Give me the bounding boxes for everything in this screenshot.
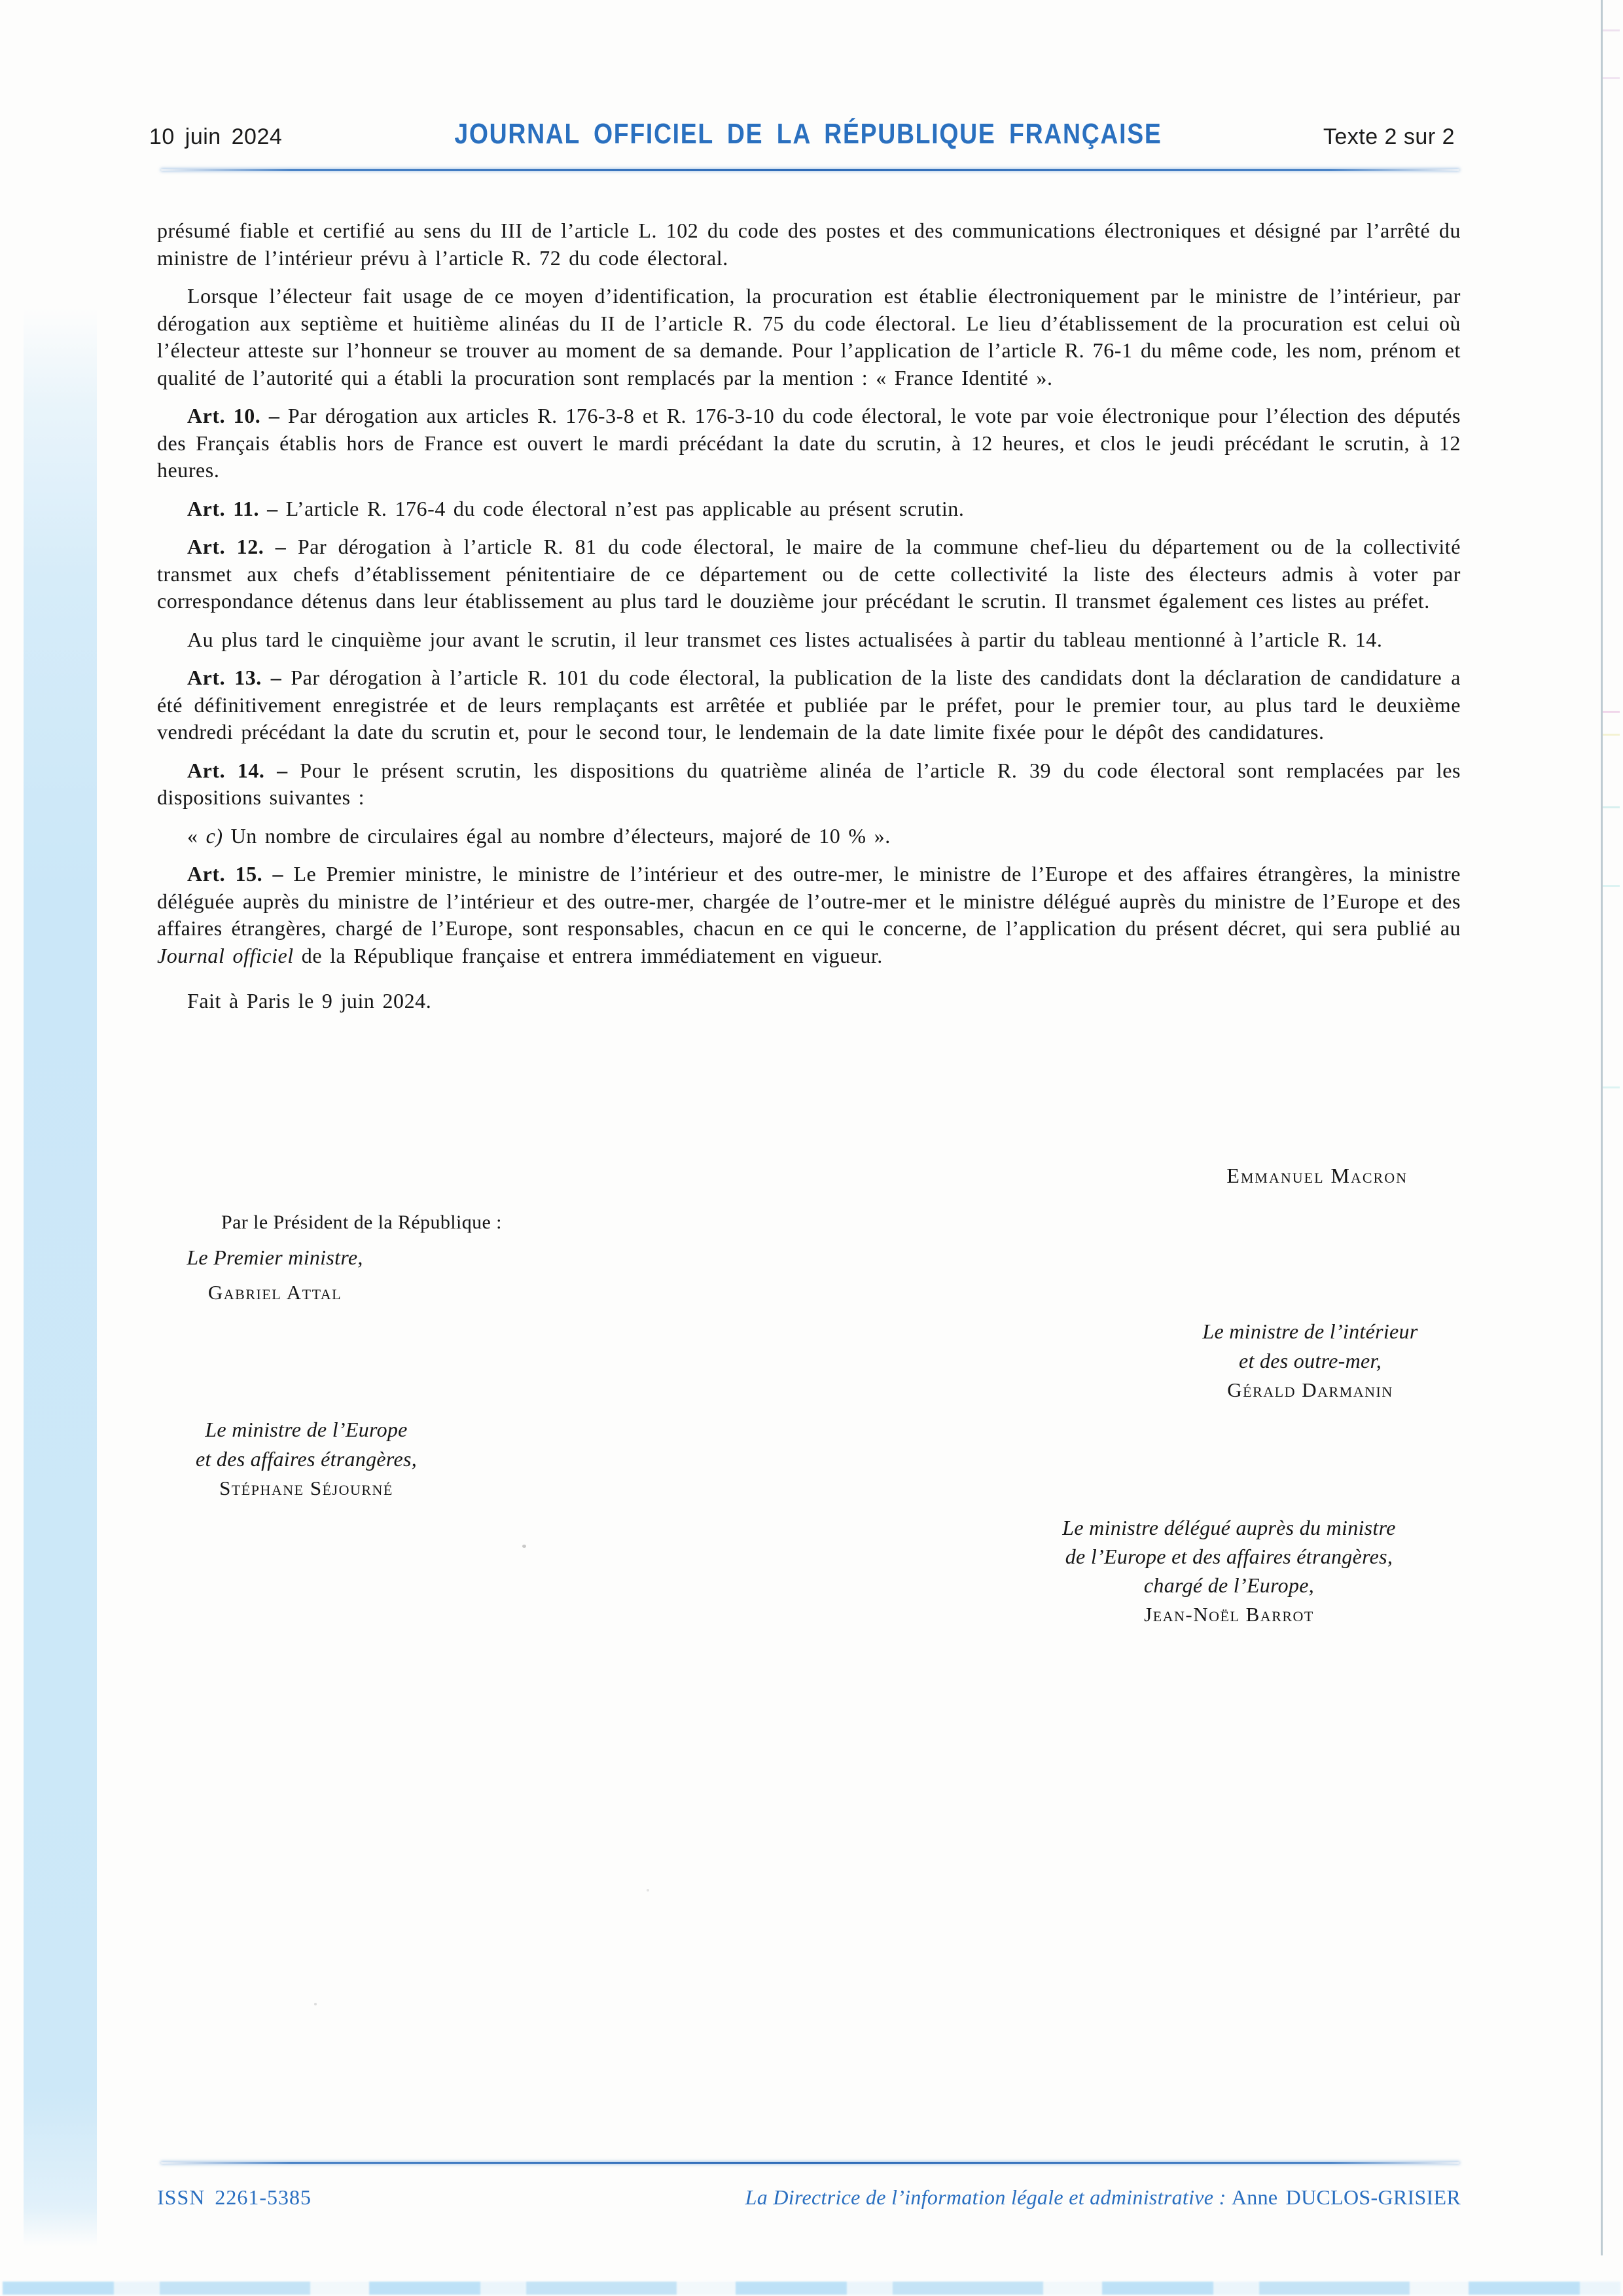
signature-block-ministre-delegue-europe <box>997 1513 1461 1626</box>
signature-president-name: Emmanuel Macron <box>1226 1164 1408 1187</box>
header-date: 10 juin 2024 <box>149 124 283 149</box>
signature-block-premier-ministre <box>151 1243 399 1304</box>
signature-by-line: Par le Président de la République : <box>221 1211 502 1233</box>
article-11: Art. 11. – L’article R. 176-4 du code électoral n’est pas applicable au présent scrutin. <box>187 496 965 520</box>
footer-director-label: La Directrice de l’information légale et administrative : <box>745 2185 1232 2209</box>
article-10: Art. 10. – Par dérogation aux articles R. 176-3-8 et R. 176-3-10 du code électoral, le vote par voie électronique pour l’élection des députés des Français établis hors de France est ouvert le mardi précédant la date du scrutin, à 12 heures, et clos le jeudi précédant le scrutin, à 12 heures. <box>157 404 1461 482</box>
fait-a-paris: Fait à Paris le 9 juin 2024. <box>187 989 432 1013</box>
scan-artifact-tick <box>1603 711 1620 713</box>
signature-name: Stéphane Séjourné <box>219 1477 393 1499</box>
scan-artifact-tick <box>1603 77 1620 79</box>
paragraph-c: « c) Un nombre de circulaires égal au nombre d’électeurs, majoré de 10 % ». <box>187 823 891 848</box>
scan-artifact-tick <box>1603 806 1620 808</box>
signature-title: Le Premier ministre, <box>187 1246 363 1269</box>
scan-artifact-bottom-blue-band <box>3 2282 1620 2295</box>
footer-issn: ISSN 2261-5385 <box>157 2185 312 2209</box>
article-15: Art. 15. – Le Premier ministre, le ministre de l’intérieur et des outre-mer, le ministre de l’Europe et des affaires étrangères, la ministre déléguée auprès du ministre de l’intérieur et des outre-mer, chargée de l’outre-mer et le ministre délégué auprès du ministre de l’Europe et des affaires étrangères, chargé de l’Europe, sont responsables, chacun en ce qui le concerne, de l’application du présent décret, qui sera publié au Journal officiel de la République française et entrera immédiatement en vigueur. <box>157 862 1461 967</box>
signature-title: Le ministre de l’Europe et des affaires étrangères, <box>195 1418 418 1471</box>
scan-artifact-tick <box>1603 29 1620 31</box>
scan-artifact-speck <box>647 1889 649 1892</box>
header-rule <box>161 169 1459 171</box>
footer-director-name: Anne DUCLOS-GRISIER <box>1231 2185 1461 2209</box>
text-reference: Texte 2 sur 2 <box>1323 124 1455 149</box>
article-12: Art. 12. – Par dérogation à l’article R. 81 du code électoral, le maire de la commune chef-lieu du département ou de la collectivité transmet aux chefs d’établissement pénitentiaire de ce département ou de cette collectivité la liste des électeurs admis à voter par correspondance détenus dans leur établissement au plus tard le douzième jour précédant le scrutin. Il transmet également ces listes au préfet. <box>157 535 1461 613</box>
paragraph-lorsque: Lorsque l’électeur fait usage de ce moyen d’identification, la procuration est établie électroniquement par le ministre de l’intérieur, par dérogation aux septième et huitième alinéas du II de l’article R. 75 du code électoral. Le lieu d’établissement de la procuration est celui où l’électeur atteste sur l’honneur se trouver au moment de sa demande. Pour l’application de l’article R. 76-1 du même code, les nom, prénom et qualité de l’autorité qui a établi la procuration sont remplacés par la mention : « France Identité ». <box>157 284 1461 389</box>
signature-title: Le ministre délégué auprès du ministre de l’Europe et des affaires étrangères, chargé de l’Europe, <box>1062 1516 1396 1597</box>
signature-block-ministre-europe <box>148 1415 465 1499</box>
signature-title: Le ministre de l’intérieur et des outre-mer, <box>1202 1319 1418 1372</box>
scan-artifact-left-blue-band <box>24 308 97 2246</box>
signature-name: Gérald Darmanin <box>1227 1378 1393 1401</box>
paragraph-au-plus-tard: Au plus tard le cinquième jour avant le scrutin, il leur transmet ces listes actualisées à partir du tableau mentionné à l’article R. 14. <box>187 627 1383 651</box>
journal-title: JOURNAL OFFICIEL DE LA RÉPUBLIQUE FRANÇAISE <box>454 118 1162 150</box>
paragraph-continuation: présumé fiable et certifié au sens du III de l’article L. 102 du code des postes et des communications électroniques et désigné par l’arrêté du ministre de l’intérieur prévu à l’article R. 72 du code électoral. <box>157 219 1461 270</box>
scan-artifact-speck <box>522 1545 526 1548</box>
footer-director <box>745 2186 1461 2209</box>
scan-artifact-tick <box>1603 1086 1620 1088</box>
body-paragraphs <box>157 217 1461 1015</box>
footer-rule <box>161 2162 1459 2164</box>
article-14: Art. 14. – Pour le présent scrutin, les dispositions du quatrième alinéa de l’article R. 39 du code électoral sont remplacées par les dispositions suivantes : <box>157 758 1461 809</box>
signature-block-ministre-interieur <box>1158 1317 1462 1401</box>
signature-name: Jean-Noël Barrot <box>1144 1603 1314 1626</box>
scan-artifact-tick <box>1603 885 1620 887</box>
scan-artifact-speck <box>314 2003 317 2005</box>
scan-artifact-page-edge-line <box>1601 0 1603 2255</box>
signature-name: Gabriel Attal <box>207 1281 342 1304</box>
article-13: Art. 13. – Par dérogation à l’article R. 101 du code électoral, la publication de la liste des candidats dont la déclaration de candidature a été définitivement enregistrée et de leurs remplaçants est arrêtée et publiée par le préfet, pour le premier tour, au plus tard le deuxième vendredi précédant la date du scrutin et, pour le second tour, le lendemain de la date limite fixée pour le dépôt des candidatures. <box>157 666 1461 744</box>
scan-artifact-tick <box>1603 734 1620 736</box>
